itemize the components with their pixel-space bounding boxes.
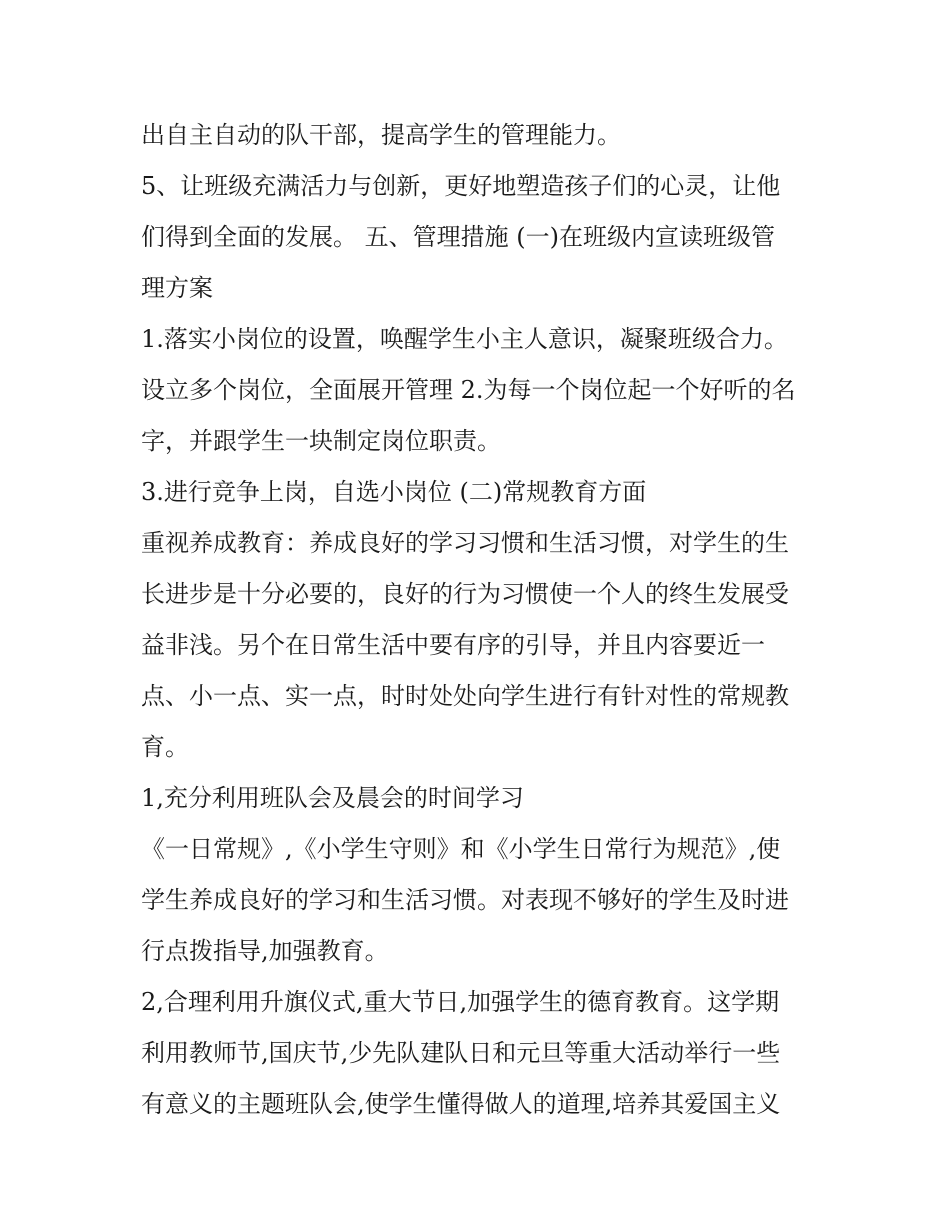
text-line: 《一日常规》,《小学生守则》和《小学生日常行为规范》,使	[141, 835, 781, 863]
text-line: 行点拨指导,加强教育。	[141, 937, 389, 965]
text-line: 们得到全面的发展。 五、管理措施 (一)在班级内宣读班级管	[141, 223, 775, 251]
text-line: 字，并跟学生一块制定岗位职责。	[141, 427, 501, 455]
document-body	[141, 110, 821, 1130]
text-line: 1.落实小岗位的设置，唤醒学生小主人意识，凝聚班级合力。	[141, 325, 788, 353]
text-line: 出自主自动的队干部，提高学生的管理能力。	[141, 121, 621, 149]
text-line: 设立多个岗位，全面展开管理 2.为每一个岗位起一个好听的名	[141, 376, 796, 404]
text-line: 利用教师节,国庆节,少先队建队日和元旦等重大活动举行一些	[141, 1039, 781, 1067]
text-line: 有意义的主题班队会,使学生懂得做人的道理,培养其爱国主义	[141, 1090, 781, 1118]
text-line: 3.进行竞争上岗，自选小岗位 (二)常规教育方面	[141, 478, 647, 506]
text-line: 长进步是十分必要的，良好的行为习惯使一个人的终生发展受	[141, 580, 789, 608]
text-line: 重视养成教育：养成良好的学习习惯和生活习惯，对学生的生	[141, 529, 789, 557]
text-line: 点、小一点、实一点，时时处处向学生进行有针对性的常规教	[141, 682, 789, 710]
text-line: 益非浅。另个在日常生活中要有序的引导，并且内容要近一	[141, 631, 765, 659]
text-line: 5、让班级充满活力与创新，更好地塑造孩子们的心灵，让他	[141, 172, 781, 200]
text-line: 育。	[141, 733, 189, 761]
text-line: 1,充分利用班队会及晨会的时间学习	[141, 784, 524, 812]
text-line: 2,合理利用升旗仪式,重大节日,加强学生的德育教育。这学期	[141, 988, 780, 1016]
text-line: 理方案	[141, 274, 213, 302]
text-line: 学生养成良好的学习和生活习惯。对表现不够好的学生及时进	[141, 886, 789, 914]
